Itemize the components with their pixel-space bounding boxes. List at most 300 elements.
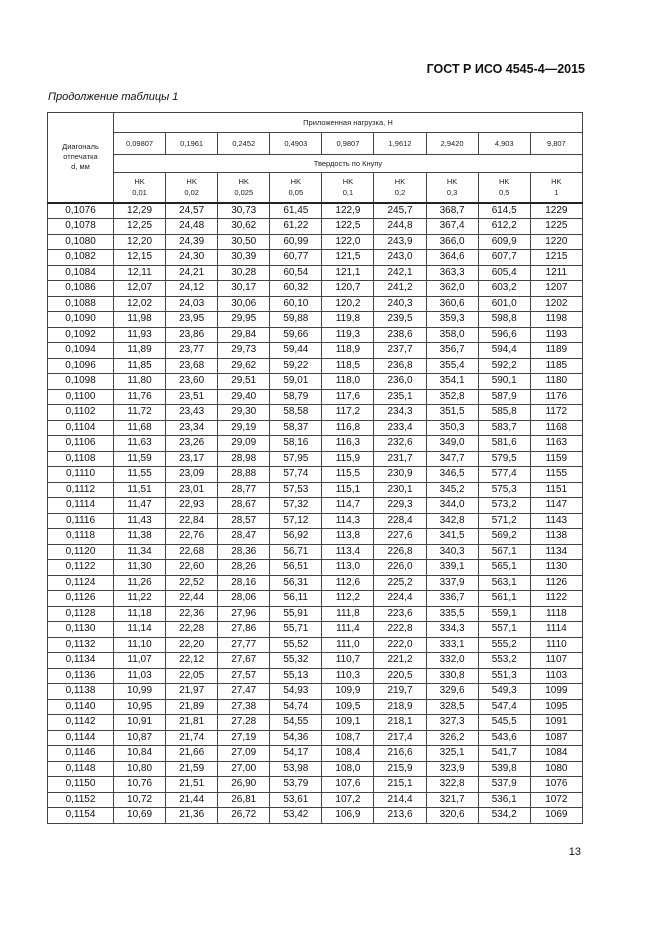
hk-label: HK [498, 177, 510, 187]
hardness-cell: 24,21 [166, 265, 218, 281]
hardness-cell: 22,76 [166, 529, 218, 545]
hardness-cell: 344,0 [426, 498, 478, 514]
hk-label: HK [342, 177, 354, 187]
hardness-cell: 215,1 [374, 777, 426, 793]
hardness-cell: 58,79 [270, 389, 322, 405]
table-row [48, 560, 583, 576]
hardness-cell: 11,14 [114, 622, 166, 638]
hardness-cell: 11,30 [114, 560, 166, 576]
hardness-cell: 53,98 [270, 761, 322, 777]
hardness-cell: 579,5 [478, 451, 530, 467]
hardness-cell: 11,85 [114, 358, 166, 374]
hardness-cell: 231,7 [374, 451, 426, 467]
diagonal-cell: 0,1108 [48, 451, 114, 467]
hardness-cell: 21,97 [166, 684, 218, 700]
hardness-cell: 30,39 [218, 250, 270, 266]
hardness-cell: 60,10 [270, 296, 322, 312]
table-row [48, 761, 583, 777]
hardness-cell: 612,2 [478, 219, 530, 235]
hardness-cell: 107,2 [322, 792, 374, 808]
hardness-cell: 29,51 [218, 374, 270, 390]
hardness-cell: 118,5 [322, 358, 374, 374]
table-row [48, 606, 583, 622]
table-row [48, 482, 583, 498]
table-row [48, 343, 583, 359]
hardness-cell: 11,98 [114, 312, 166, 328]
hardness-cell: 21,44 [166, 792, 218, 808]
hardness-cell: 21,81 [166, 715, 218, 731]
hardness-cell: 594,4 [478, 343, 530, 359]
hardness-cell: 23,95 [166, 312, 218, 328]
hardness-cell: 10,91 [114, 715, 166, 731]
diagonal-header: Диагональ отпечатка d, мм [48, 113, 114, 203]
hardness-cell: 27,77 [218, 637, 270, 653]
hk-label: HK [394, 177, 406, 187]
diagonal-cell: 0,1114 [48, 498, 114, 514]
hardness-cell: 119,3 [322, 327, 374, 343]
hardness-cell: 57,12 [270, 513, 322, 529]
hardness-cell: 536,1 [478, 792, 530, 808]
hardness-cell: 108,7 [322, 730, 374, 746]
hardness-cell: 227,6 [374, 529, 426, 545]
hardness-cell: 54,55 [270, 715, 322, 731]
hardness-cell: 226,8 [374, 544, 426, 560]
hardness-cell: 1103 [530, 668, 582, 684]
load-value: 9,807 [530, 133, 582, 155]
hardness-cell: 22,20 [166, 637, 218, 653]
table-row [48, 622, 583, 638]
hardness-cell: 119,8 [322, 312, 374, 328]
hardness-cell: 1110 [530, 637, 582, 653]
hardness-cell: 569,2 [478, 529, 530, 545]
hk-scale: 1 [554, 188, 559, 198]
hardness-cell: 237,7 [374, 343, 426, 359]
hardness-cell: 110,7 [322, 653, 374, 669]
hardness-cell: 28,06 [218, 591, 270, 607]
hardness-cell: 356,7 [426, 343, 478, 359]
hardness-cell: 30,62 [218, 219, 270, 235]
hardness-cell: 30,73 [218, 203, 270, 219]
hardness-cell: 243,0 [374, 250, 426, 266]
hardness-cell: 122,9 [322, 203, 374, 219]
table-row [48, 498, 583, 514]
hardness-cell: 1225 [530, 219, 582, 235]
table-row [48, 653, 583, 669]
hardness-cell: 222,0 [374, 637, 426, 653]
hardness-cell: 23,68 [166, 358, 218, 374]
hardness-cell: 335,5 [426, 606, 478, 622]
hardness-cell: 23,51 [166, 389, 218, 405]
diagonal-cell: 0,1152 [48, 792, 114, 808]
hardness-cell: 29,84 [218, 327, 270, 343]
hardness-cell: 28,36 [218, 544, 270, 560]
hardness-cell: 26,72 [218, 808, 270, 824]
hardness-cell: 56,31 [270, 575, 322, 591]
table-row [48, 451, 583, 467]
hardness-cell: 59,66 [270, 327, 322, 343]
hardness-cell: 121,1 [322, 265, 374, 281]
hardness-cell: 349,0 [426, 436, 478, 452]
hardness-cell: 1138 [530, 529, 582, 545]
hardness-cell: 583,7 [478, 420, 530, 436]
load-value: 4,903 [478, 133, 530, 155]
hk-scale-header [530, 173, 582, 203]
hardness-cell: 53,42 [270, 808, 322, 824]
hardness-cell: 245,7 [374, 203, 426, 219]
diagonal-cell: 0,1086 [48, 281, 114, 297]
hardness-cell: 555,2 [478, 637, 530, 653]
hk-scale: 0,5 [498, 188, 510, 198]
hk-scale: 0,02 [184, 188, 199, 198]
hardness-cell: 23,34 [166, 420, 218, 436]
hardness-cell: 362,0 [426, 281, 478, 297]
diagonal-cell: 0,1140 [48, 699, 114, 715]
hardness-cell: 543,6 [478, 730, 530, 746]
hardness-cell: 12,07 [114, 281, 166, 297]
hk-scale-row [48, 173, 583, 203]
hardness-cell: 24,03 [166, 296, 218, 312]
hardness-cell: 590,1 [478, 374, 530, 390]
hardness-cell: 341,5 [426, 529, 478, 545]
hardness-cell: 29,40 [218, 389, 270, 405]
hardness-cell: 585,8 [478, 405, 530, 421]
diagonal-cell: 0,1104 [48, 420, 114, 436]
hardness-cell: 11,38 [114, 529, 166, 545]
hardness-cell: 11,93 [114, 327, 166, 343]
hardness-cell: 11,22 [114, 591, 166, 607]
hardness-cell: 21,89 [166, 699, 218, 715]
hardness-cell: 10,76 [114, 777, 166, 793]
hardness-cell: 112,6 [322, 575, 374, 591]
table-row [48, 420, 583, 436]
hardness-cell: 12,02 [114, 296, 166, 312]
hardness-cell: 29,09 [218, 436, 270, 452]
hardness-cell: 22,68 [166, 544, 218, 560]
hardness-cell: 358,0 [426, 327, 478, 343]
hardness-cell: 111,8 [322, 606, 374, 622]
hardness-cell: 10,99 [114, 684, 166, 700]
diagonal-cell: 0,1144 [48, 730, 114, 746]
hardness-cell: 11,80 [114, 374, 166, 390]
hardness-cell: 10,80 [114, 761, 166, 777]
diagonal-cell: 0,1088 [48, 296, 114, 312]
table-row [48, 792, 583, 808]
hardness-cell: 113,0 [322, 560, 374, 576]
hardness-cell: 220,5 [374, 668, 426, 684]
hk-scale-header [426, 173, 478, 203]
hardness-cell: 1126 [530, 575, 582, 591]
hardness-cell: 56,11 [270, 591, 322, 607]
hardness-cell: 30,50 [218, 234, 270, 250]
hardness-cell: 30,28 [218, 265, 270, 281]
hardness-cell: 28,67 [218, 498, 270, 514]
hardness-cell: 53,79 [270, 777, 322, 793]
hardness-cell: 1215 [530, 250, 582, 266]
hardness-cell: 363,3 [426, 265, 478, 281]
hardness-cell: 1163 [530, 436, 582, 452]
hardness-cell: 22,60 [166, 560, 218, 576]
hardness-cell: 120,2 [322, 296, 374, 312]
hardness-cell: 225,2 [374, 575, 426, 591]
hardness-cell: 563,1 [478, 575, 530, 591]
hardness-cell: 329,6 [426, 684, 478, 700]
hardness-cell: 22,93 [166, 498, 218, 514]
diagonal-cell: 0,1130 [48, 622, 114, 638]
hardness-cell: 115,1 [322, 482, 374, 498]
hardness-cell: 22,05 [166, 668, 218, 684]
load-value: 0,09807 [114, 133, 166, 155]
hardness-cell: 114,7 [322, 498, 374, 514]
hk-label: HK [238, 177, 249, 187]
hardness-cell: 242,1 [374, 265, 426, 281]
hardness-cell: 327,3 [426, 715, 478, 731]
hardness-cell: 27,28 [218, 715, 270, 731]
hardness-cell: 22,36 [166, 606, 218, 622]
hardness-cell: 58,16 [270, 436, 322, 452]
hardness-cell: 332,0 [426, 653, 478, 669]
diagonal-cell: 0,1084 [48, 265, 114, 281]
hardness-cell: 24,57 [166, 203, 218, 219]
hardness-cell: 1143 [530, 513, 582, 529]
diagonal-cell: 0,1116 [48, 513, 114, 529]
table-row [48, 327, 583, 343]
hardness-cell: 342,8 [426, 513, 478, 529]
hardness-cell: 118,0 [322, 374, 374, 390]
hardness-cell: 118,9 [322, 343, 374, 359]
diagonal-cell: 0,1094 [48, 343, 114, 359]
table-row [48, 234, 583, 250]
hardness-cell: 359,3 [426, 312, 478, 328]
hardness-cell: 346,5 [426, 467, 478, 483]
hardness-cell: 216,6 [374, 746, 426, 762]
hardness-cell: 1122 [530, 591, 582, 607]
hardness-cell: 23,43 [166, 405, 218, 421]
hardness-cell: 366,0 [426, 234, 478, 250]
hardness-cell: 1114 [530, 622, 582, 638]
hardness-cell: 547,4 [478, 699, 530, 715]
hardness-cell: 244,8 [374, 219, 426, 235]
hardness-cell: 598,8 [478, 312, 530, 328]
hardness-cell: 54,17 [270, 746, 322, 762]
hardness-cell: 61,45 [270, 203, 322, 219]
table-row [48, 730, 583, 746]
diagonal-cell: 0,1150 [48, 777, 114, 793]
diagonal-cell: 0,1138 [48, 684, 114, 700]
hardness-cell: 1095 [530, 699, 582, 715]
hardness-cell: 601,0 [478, 296, 530, 312]
hardness-cell: 571,2 [478, 513, 530, 529]
hardness-cell: 1107 [530, 653, 582, 669]
hardness-cell: 117,2 [322, 405, 374, 421]
hardness-cell: 320,6 [426, 808, 478, 824]
hardness-cell: 29,19 [218, 420, 270, 436]
hardness-cell: 28,57 [218, 513, 270, 529]
hardness-cell: 1202 [530, 296, 582, 312]
hardness-cell: 603,2 [478, 281, 530, 297]
hardness-cell: 54,74 [270, 699, 322, 715]
hardness-cell: 26,90 [218, 777, 270, 793]
hardness-cell: 223,6 [374, 606, 426, 622]
hardness-cell: 541,7 [478, 746, 530, 762]
table-row [48, 684, 583, 700]
hk-scale-header [270, 173, 322, 203]
diagonal-cell: 0,1136 [48, 668, 114, 684]
hardness-cell: 121,5 [322, 250, 374, 266]
hardness-cell: 54,36 [270, 730, 322, 746]
hardness-cell: 241,2 [374, 281, 426, 297]
hardness-cell: 217,4 [374, 730, 426, 746]
hardness-cell: 12,20 [114, 234, 166, 250]
table-row [48, 715, 583, 731]
hardness-cell: 607,7 [478, 250, 530, 266]
hardness-cell: 109,5 [322, 699, 374, 715]
hardness-cell: 330,8 [426, 668, 478, 684]
diagonal-cell: 0,1134 [48, 653, 114, 669]
hardness-cell: 1080 [530, 761, 582, 777]
diagonal-cell: 0,1148 [48, 761, 114, 777]
hardness-cell: 24,12 [166, 281, 218, 297]
diagonal-cell: 0,1082 [48, 250, 114, 266]
hardness-cell: 240,3 [374, 296, 426, 312]
hardness-cell: 23,09 [166, 467, 218, 483]
table-body [48, 203, 583, 824]
hardness-cell: 1159 [530, 451, 582, 467]
hardness-cell: 322,8 [426, 777, 478, 793]
hardness-cell: 534,2 [478, 808, 530, 824]
hardness-cell: 321,7 [426, 792, 478, 808]
hardness-cell: 12,25 [114, 219, 166, 235]
hardness-cell: 23,77 [166, 343, 218, 359]
hardness-cell: 345,2 [426, 482, 478, 498]
hardness-cell: 11,07 [114, 653, 166, 669]
hardness-cell: 218,9 [374, 699, 426, 715]
hardness-cell: 1180 [530, 374, 582, 390]
hardness-cell: 23,26 [166, 436, 218, 452]
hardness-cell: 233,4 [374, 420, 426, 436]
hardness-cell: 114,3 [322, 513, 374, 529]
hardness-cell: 539,8 [478, 761, 530, 777]
page-number: 13 [568, 846, 581, 858]
hardness-cell: 239,5 [374, 312, 426, 328]
hk-scale: 0,2 [394, 188, 406, 198]
hardness-cell: 222,8 [374, 622, 426, 638]
hardness-cell: 1118 [530, 606, 582, 622]
hardness-cell: 364,6 [426, 250, 478, 266]
hardness-cell: 29,95 [218, 312, 270, 328]
hardness-cell: 27,00 [218, 761, 270, 777]
hardness-cell: 10,69 [114, 808, 166, 824]
hardness-cell: 10,87 [114, 730, 166, 746]
table-row [48, 746, 583, 762]
hardness-cell: 27,86 [218, 622, 270, 638]
hardness-cell: 12,15 [114, 250, 166, 266]
hardness-cell: 28,26 [218, 560, 270, 576]
hardness-cell: 116,8 [322, 420, 374, 436]
load-value: 0,1961 [166, 133, 218, 155]
hardness-cell: 577,4 [478, 467, 530, 483]
hardness-cell: 333,1 [426, 637, 478, 653]
hk-scale: 0,1 [342, 188, 354, 198]
load-caption: Приложенная нагрузка, Н [114, 113, 583, 133]
hardness-cell: 1168 [530, 420, 582, 436]
hardness-cell: 11,03 [114, 668, 166, 684]
hardness-cell: 1189 [530, 343, 582, 359]
hk-scale: 0,05 [288, 188, 304, 198]
table-row [48, 575, 583, 591]
hardness-cell: 60,32 [270, 281, 322, 297]
table-row [48, 637, 583, 653]
diagonal-cell: 0,1076 [48, 203, 114, 219]
hardness-cell: 27,09 [218, 746, 270, 762]
hardness-cell: 229,3 [374, 498, 426, 514]
hardness-cell: 213,6 [374, 808, 426, 824]
hardness-cell: 575,3 [478, 482, 530, 498]
table-row [48, 296, 583, 312]
hardness-cell: 60,99 [270, 234, 322, 250]
hardness-cell: 11,26 [114, 575, 166, 591]
hardness-cell: 22,52 [166, 575, 218, 591]
hardness-cell: 236,8 [374, 358, 426, 374]
hardness-cell: 108,4 [322, 746, 374, 762]
table-row [48, 668, 583, 684]
hardness-cell: 596,6 [478, 327, 530, 343]
hardness-cell: 11,59 [114, 451, 166, 467]
hardness-cell: 29,73 [218, 343, 270, 359]
hardness-cell: 108,0 [322, 761, 374, 777]
hardness-cell: 122,0 [322, 234, 374, 250]
hk-scale-header [218, 173, 270, 203]
hardness-cell: 581,6 [478, 436, 530, 452]
hardness-cell: 28,77 [218, 482, 270, 498]
hardness-cell: 21,66 [166, 746, 218, 762]
hk-label: HK [134, 177, 145, 187]
hardness-cell: 10,84 [114, 746, 166, 762]
hardness-cell: 368,7 [426, 203, 478, 219]
hardness-cell: 351,5 [426, 405, 478, 421]
hardness-cell: 557,1 [478, 622, 530, 638]
diagonal-cell: 0,1124 [48, 575, 114, 591]
hardness-cell: 117,6 [322, 389, 374, 405]
table-row [48, 265, 583, 281]
hardness-cell: 11,34 [114, 544, 166, 560]
table-row [48, 405, 583, 421]
hardness-cell: 120,7 [322, 281, 374, 297]
table-row [48, 250, 583, 266]
table-row [48, 777, 583, 793]
hardness-cell: 115,5 [322, 467, 374, 483]
diagonal-cell: 0,1128 [48, 606, 114, 622]
hardness-cell: 21,59 [166, 761, 218, 777]
hardness-cell: 1069 [530, 808, 582, 824]
diagonal-cell: 0,1122 [48, 560, 114, 576]
hardness-cell: 226,0 [374, 560, 426, 576]
hardness-cell: 27,96 [218, 606, 270, 622]
hardness-cell: 11,51 [114, 482, 166, 498]
hk-label: HK [551, 177, 562, 187]
hardness-cell: 56,92 [270, 529, 322, 545]
hardness-cell: 1220 [530, 234, 582, 250]
hardness-cell: 559,1 [478, 606, 530, 622]
hardness-cell: 27,38 [218, 699, 270, 715]
table-row [48, 312, 583, 328]
hardness-cell: 545,5 [478, 715, 530, 731]
hardness-cell: 55,71 [270, 622, 322, 638]
hardness-cell: 57,95 [270, 451, 322, 467]
hardness-cell: 326,2 [426, 730, 478, 746]
hardness-cell: 230,9 [374, 467, 426, 483]
hardness-cell: 10,72 [114, 792, 166, 808]
load-value: 0,4903 [270, 133, 322, 155]
